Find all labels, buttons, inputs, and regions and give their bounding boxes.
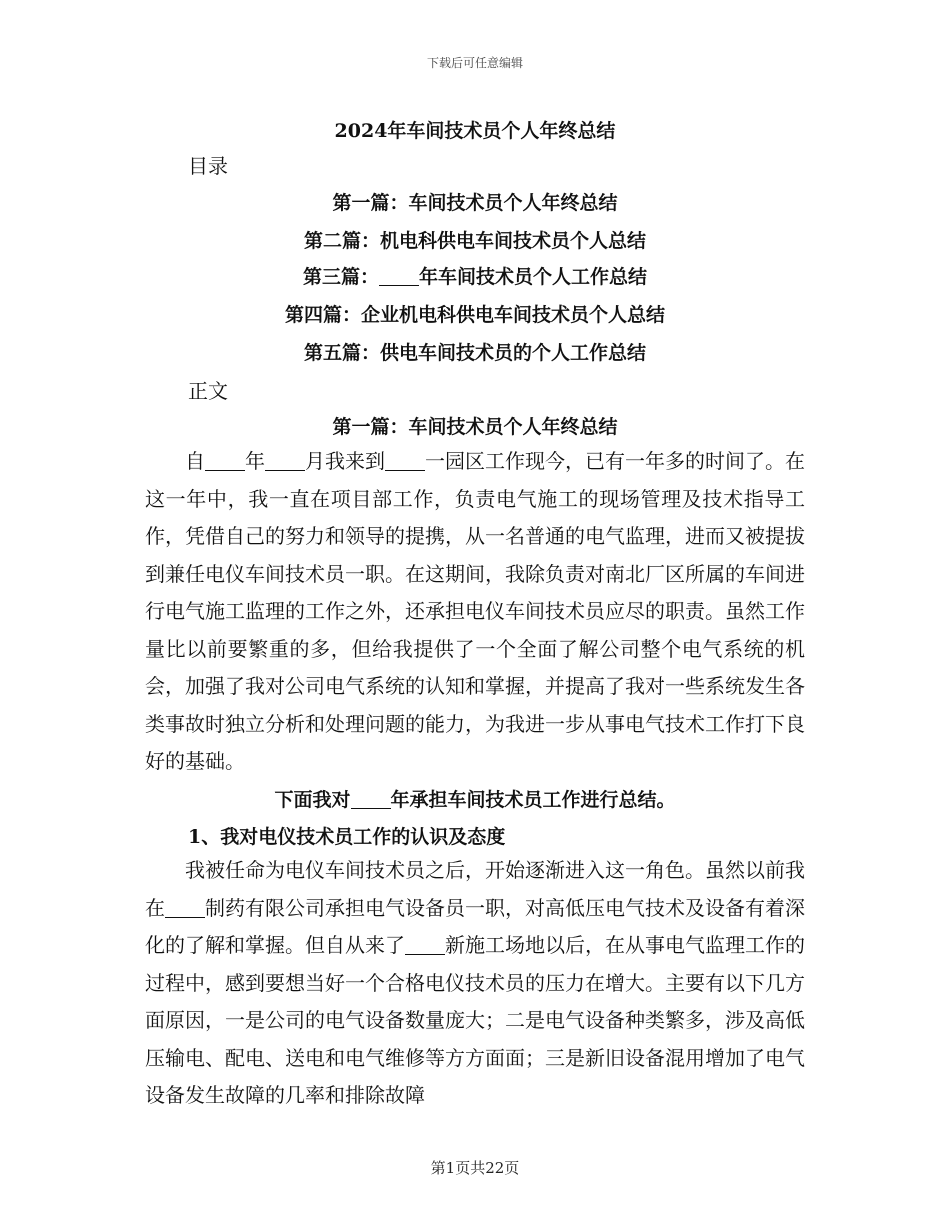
blank-line xyxy=(351,789,391,809)
text-run: 自 xyxy=(185,449,205,473)
text-run: 我被任命为电仪车间技术员之后，开始逐渐进入这一角色。虽然以前我在 xyxy=(145,858,805,920)
toc-item-text: 第三篇： xyxy=(302,266,379,288)
paragraph-1 xyxy=(145,443,805,781)
toc-label: 目录 xyxy=(188,154,228,178)
text-run: 新施工场地以后，在从事电气监理工作的过程中，感到要想当好一个合格电仪技术员的压力在增大。主要有以下几方面原因，一是公司的电气设备数量庞大；二是电气设备种类繁多，涉及高低压输电、配电、送电和电气维修等方方面面；三是新旧设备混用增加了电气设备发生故障的几率和排除故障 xyxy=(145,933,805,1107)
blank-line xyxy=(385,450,425,471)
page-header: 下载后可任意编辑 xyxy=(426,56,523,70)
toc-item-text: 第一篇：车间技术员个人年终总结 xyxy=(332,192,618,214)
toc-item-text: 第二篇：机电科供电车间技术员个人总结 xyxy=(303,230,646,252)
text-run: 制药有限公司承担电气设备员一职，对高低压电气技术及设备有着深化的了解和掌握。但自从来了 xyxy=(145,895,805,957)
blank-line xyxy=(265,450,305,471)
blank-line xyxy=(165,897,205,918)
text-run: 月我来到 xyxy=(305,449,385,473)
toc-item-1 xyxy=(0,188,950,215)
document-title: 2024年车间技术员个人年终总结 xyxy=(334,120,616,142)
toc-item-text: 第五篇：供电车间技术员的个人工作总结 xyxy=(303,342,646,364)
toc-item-3 xyxy=(0,262,950,289)
summary-line xyxy=(0,785,950,812)
blank-line xyxy=(379,266,419,286)
blank-line xyxy=(205,450,245,471)
toc-item-text-suffix: 年车间技术员个人工作总结 xyxy=(419,266,648,288)
text-run: 年 xyxy=(245,449,265,473)
paragraph-2 xyxy=(145,852,805,1115)
section-title: 第一篇：车间技术员个人年终总结 xyxy=(332,416,618,438)
body-label: 正文 xyxy=(188,379,228,403)
page-footer: 第1页共22页 xyxy=(430,1159,520,1177)
toc-item-text: 第四篇：企业机电科供电车间技术员个人总结 xyxy=(284,304,665,326)
text-run: 年承担车间技术员工作进行总结。 xyxy=(390,789,676,811)
text-run: 下面我对 xyxy=(274,789,351,811)
toc-item-2 xyxy=(0,226,950,253)
toc-item-5 xyxy=(0,338,950,365)
blank-line xyxy=(405,934,445,955)
subsection-heading: 1、我对电仪技术员工作的认识及态度 xyxy=(188,826,506,848)
text-run: 一园区工作现今，已有一年多的时间了。在这一年中，我一直在项目部工作，负责电气施工的现场管理及技术指导工作，凭借自己的努力和领导的提携，从一名普通的电气监理，进而又被提拔到兼任电仪车间技术员一职。在这期间，我除负责对南北厂区所属的车间进行电气施工监理的工作之外，还承担电仪车间技术员应尽的职责。虽然工作量比以前要繁重的多，但给我提供了一个全面了解公司整个电气系统的机会，加强了我对公司电气系统的认知和掌握，并提高了我对一些系统发生各类事故时独立分析和处理问题的能力，为我进一步从事电气技术工作打下良好的基础。 xyxy=(145,449,805,773)
toc-item-4 xyxy=(0,300,950,327)
